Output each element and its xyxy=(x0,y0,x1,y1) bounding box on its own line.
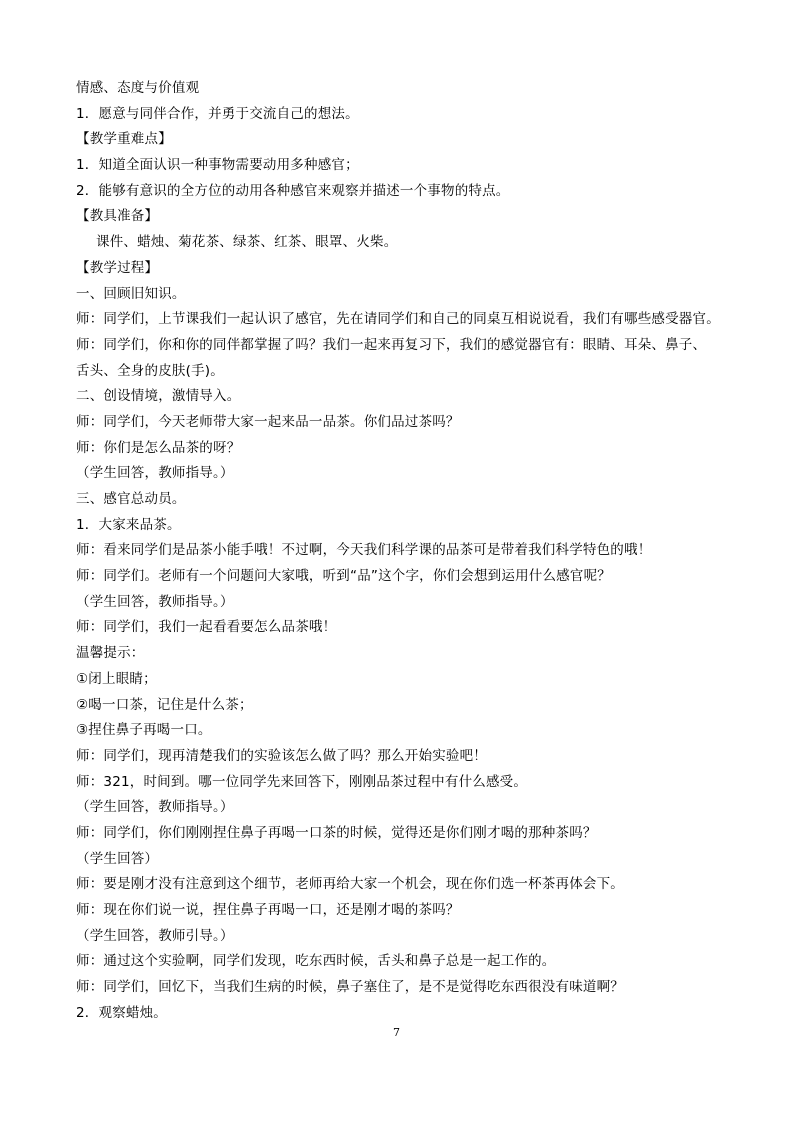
section-heading: 【教学重难点】 xyxy=(76,131,172,148)
text-line: 师：同学们，你们刚刚捏住鼻子再喝一口茶的时候，觉得还是你们刚才喝的那种茶吗？ xyxy=(76,824,597,841)
text-line: （学生回答，教师指导。） xyxy=(76,465,234,482)
text-line: ②喝一口茶，记住是什么茶； xyxy=(76,696,253,713)
text-line: 2．观察蜡烛。 xyxy=(76,1004,167,1021)
document-body xyxy=(76,76,736,1026)
section-heading: 【教具准备】 xyxy=(76,208,159,225)
text-line: 2．能够有意识的全方位的动用各种感官来观察并描述一个事物的特点。 xyxy=(76,182,510,199)
text-line: 1．愿意与同伴合作，并勇于交流自己的想法。 xyxy=(76,105,359,122)
text-line: 课件、蜡烛、菊花茶、绿茶、红茶、眼罩、火柴。 xyxy=(96,234,398,251)
section-heading: 【教学过程】 xyxy=(76,259,159,276)
text-line: 1．大家来品茶。 xyxy=(76,516,181,533)
text-line: 师：同学们，你和你的同伴都掌握了吗？我们一起来再复习下，我们的感觉器官有：眼睛、耳朵、鼻子、 xyxy=(76,336,707,353)
text-line: ③捏住鼻子再喝一口。 xyxy=(76,722,212,739)
text-line: （学生回答，教师指导。） xyxy=(76,799,234,816)
text-line: 师：同学们，现再清楚我们的实验该怎么做了吗？那么开始实验吧！ xyxy=(76,747,487,764)
text-line: 师：同学们，回忆下，当我们生病的时候，鼻子塞住了，是不是觉得吃东西很没有味道啊？ xyxy=(76,979,624,996)
text-line: 师：你们是怎么品茶的呀？ xyxy=(76,439,241,456)
text-line: 师：要是刚才没有注意到这个细节，老师再给大家一个机会，现在你们选一杯茶再体会下。 xyxy=(76,876,624,893)
text-line: 一、回顾旧知识。 xyxy=(76,285,186,302)
text-line: 师：通过这个实验啊，同学们发现，吃东西时候，舌头和鼻子总是一起工作的。 xyxy=(76,953,556,970)
text-line: （学生回答，教师指导。） xyxy=(76,593,234,610)
text-line: ①闭上眼睛； xyxy=(76,670,157,687)
text-line: 二、创设情境，激情导入。 xyxy=(76,388,241,405)
text-line: 师：同学们，上节课我们一起认识了感官，先在请同学们和自己的同桌互相说说看，我们有哪些感受器官。 xyxy=(76,311,720,328)
text-line: 师：321，时间到。哪一位同学先来回答下，刚刚品茶过程中有什么感受。 xyxy=(76,773,528,790)
text-line: 师：现在你们说一说，捏住鼻子再喝一口，还是刚才喝的茶吗？ xyxy=(76,902,460,918)
text-line: 情感、态度与价值观 xyxy=(76,80,200,96)
page-number: 7 xyxy=(393,1026,400,1039)
text-line: （学生回答，教师引导。） xyxy=(76,927,234,944)
text-line: 三、感官总动员。 xyxy=(76,491,186,507)
text-line: 舌头、全身的皮肤(手)。 xyxy=(76,362,224,379)
text-line: 师：同学们。老师有一个问题问大家哦，听到“品”这个字，你们会想到运用什么感官呢？ xyxy=(76,568,611,585)
text-line: （学生回答） xyxy=(76,850,159,867)
text-line: 师：同学们，今天老师带大家一起来品一品茶。你们品过茶吗？ xyxy=(76,413,460,430)
text-line: 师：看来同学们是品茶小能手哦！不过啊，今天我们科学课的品茶可是带着我们科学特色的哦！ xyxy=(76,542,652,559)
text-line: 师：同学们，我们一起看看要怎么品茶哦！ xyxy=(76,619,337,636)
text-line: 1．知道全面认识一种事物需要动用多种感官； xyxy=(76,157,359,174)
text-line: 温馨提示： xyxy=(76,645,145,662)
